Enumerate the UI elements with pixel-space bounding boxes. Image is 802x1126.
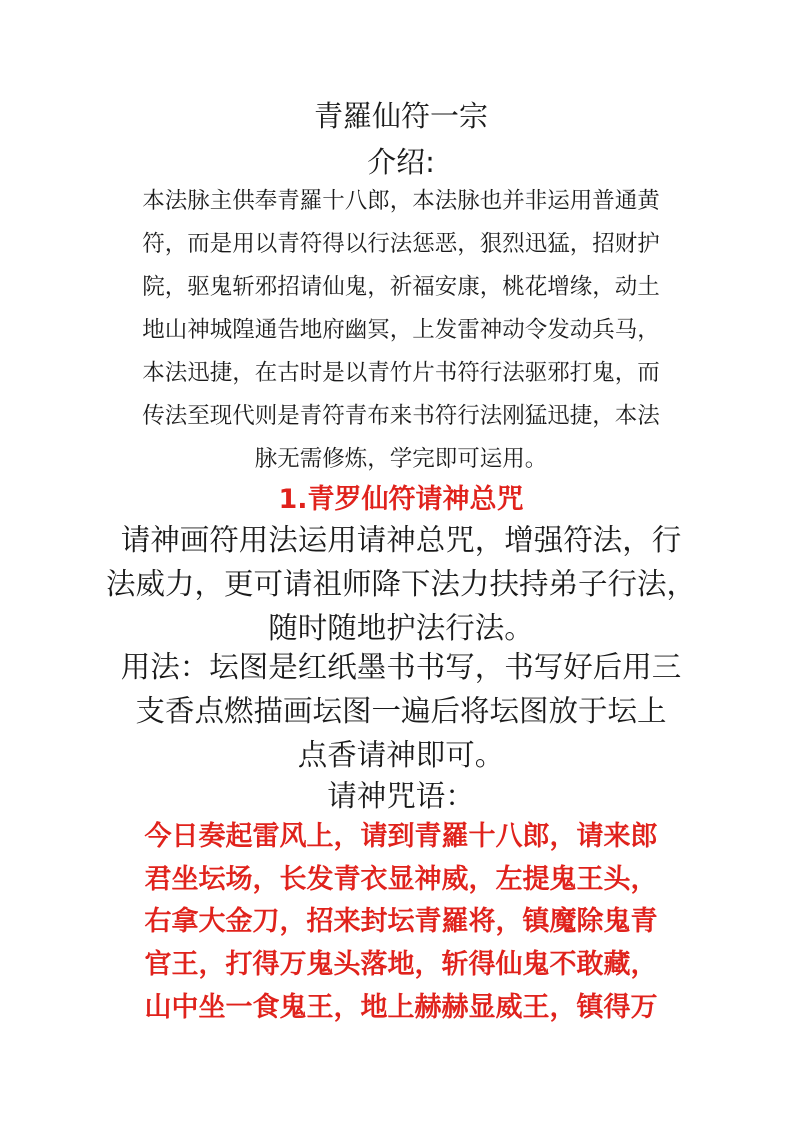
incantation-line: 山中坐一食鬼王，地上赫赫显威王，镇得万 (144, 992, 658, 1023)
section-line: 法威力，更可请祖师降下法力扶持弟子行法， (105, 567, 696, 601)
section-line: 随时随地护法行法。 (268, 611, 534, 645)
usage-line: 点香请神即可。 (297, 738, 505, 772)
section-line: 请神画符用法运用请神总咒，增强符法，行 (120, 523, 682, 557)
usage-line: 支香点燃描画坛图一遍后将坛图放于坛上 (135, 694, 667, 728)
intro-line: 脉无需修炼，学完即可运用。 (254, 446, 548, 472)
intro-line: 院，驱鬼斩邪招请仙鬼，祈福安康，桃花增缘，动土 (142, 274, 660, 300)
incantation-line: 今日奏起雷风上，请到青羅十八郎，请来郎 (144, 821, 658, 852)
intro-line: 符，而是用以青符得以行法惩恶，狠烈迅猛，招财护 (142, 231, 660, 257)
intro-line: 本法迅捷，在古时是以青竹片书符行法驱邪打鬼，而 (142, 360, 660, 386)
document-subtitle: 介绍: (367, 145, 435, 179)
document-title: 青羅仙符一宗 (313, 99, 488, 133)
section-heading: 1.青罗仙符请神总咒 (278, 484, 524, 515)
intro-line: 本法脉主供奉青羅十八郎，本法脉也并非运用普通黄 (142, 188, 660, 214)
incantation-line: 官王，打得万鬼头落地，斩得仙鬼不敢藏， (144, 949, 658, 980)
intro-line: 地山神城隍通告地府幽冥，上发雷神动令发动兵马， (142, 317, 660, 343)
incantation-label: 请神咒语： (327, 779, 475, 813)
intro-line: 传法至现代则是青符青布来书符行法刚猛迅捷，本法 (142, 403, 660, 429)
incantation-line: 君坐坛场，长发青衣显神威，左提鬼王头， (144, 864, 658, 895)
incantation-line: 右拿大金刀，招来封坛青羅将，镇魔除鬼青 (144, 906, 658, 937)
usage-line: 用法：坛图是红纸墨书书写，书写好后用三 (120, 650, 682, 684)
